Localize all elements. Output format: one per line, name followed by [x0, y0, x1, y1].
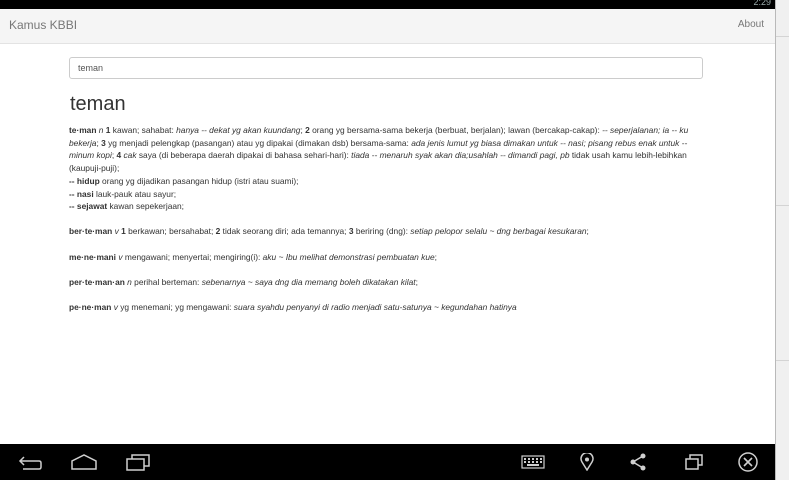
- derived-entry-menemani: me·ne·mani v mengawani; menyertai; mengiring(i): aku ~ Ibu melihat demonstrasi pembuatan kue;: [69, 251, 437, 262]
- compound-term: sejawat: [76, 201, 108, 212]
- keyboard-button[interactable]: [520, 450, 546, 474]
- sense-number: 4: [116, 150, 122, 161]
- sense-text: yg menemani; yg mengawani:: [117, 302, 234, 313]
- recent-apps-button[interactable]: [124, 450, 152, 474]
- sense-example: tiada -- menaruh syak akan dia;usahlah -- dimandi pagi, pb: [351, 150, 570, 161]
- compound-text: lauk-pauk atau sayur;: [93, 188, 177, 199]
- compound-text: orang yg dijadikan pasangan hidup (istri atau suami);: [99, 175, 299, 186]
- derived-entry-pertemanan: per·te·man·an n perihal berteman: sebenarnya ~ saya dng dia memang boleh dikatakan kilat;: [69, 276, 418, 287]
- sense-text: berkawan; bersahabat;: [125, 226, 216, 237]
- close-button[interactable]: [736, 450, 760, 474]
- navigation-bar: [0, 444, 775, 480]
- headword: te·man: [69, 125, 97, 135]
- headword: ber·te·man: [69, 226, 113, 237]
- sense-text: kawan; sahabat:: [110, 125, 177, 135]
- sense-example: -- seperjalanan; ia -- ku bekerja: [69, 125, 689, 148]
- sense-text: mengawani; menyertai; mengiring(i):: [122, 251, 263, 262]
- adjacent-window-edge: [775, 0, 789, 480]
- home-button[interactable]: [68, 450, 100, 474]
- compound-entry: [69, 200, 707, 213]
- definition-main: te·man n 1 kawan; sahabat: hanya -- dekat yg akan kuundang; 2 orang yg bersama-sama bekerja (berbuat, berjalan); lawan (bercakap-cakap): -- seperjalanan; ia -- ku bekerja; 3 yg menjadi pelengkap (pasangan) atau yg dipakai (dimakan dsb) bersama-sama: ada jenis lumut yg biasa dimakan untuk -- nasi; pisang rebus enak untuk -- minum kopi; 4 cak saya (di beberapa daerah dipakai di bahasa sehari-hari): tiada -- menaruh syak akan dia;usahlah -- dimandi pagi, pb tidak usah kamu lebih-lebihkan (kaupuji-puji);: [69, 125, 689, 174]
- keyboard-icon: [521, 455, 545, 469]
- sense-example: setiap pelopor selalu ~ dng berbagai kesukaran: [410, 226, 587, 237]
- derived-entry-berteman: ber·te·man v 1 berkawan; bersahabat; 2 tidak seorang diri; ada temannya; 3 beriring (dng): setiap pelopor selalu ~ dng berbagai kesukaran;: [69, 226, 589, 237]
- compound-entry: [69, 188, 707, 201]
- sense-example: aku ~ Ibu melihat demonstrasi pembuatan kue: [262, 251, 435, 262]
- sense-number: 3: [348, 226, 354, 237]
- sense-text: orang yg bersama-sama bekerja (berbuat, berjalan); lawan (bercakap-cakap):: [309, 125, 603, 135]
- app-bar: [0, 9, 775, 44]
- sense-text: perihal berteman:: [131, 276, 202, 287]
- sense-number: 3: [101, 137, 106, 148]
- location-icon: [580, 453, 594, 471]
- sense-example: sebenarnya ~ saya dng dia memang boleh dikatakan kilat: [201, 276, 416, 287]
- search-input[interactable]: [69, 57, 703, 79]
- sense-example: ada jenis lumut yg biasa dimakan untuk -- nasi; pisang rebus enak untuk -- minum kopi: [69, 137, 688, 161]
- content-area: [0, 44, 775, 444]
- back-icon: [15, 453, 43, 471]
- sense-number: 1: [105, 125, 111, 135]
- part-of-speech: v: [113, 302, 118, 313]
- screen-rotate-icon: [684, 453, 704, 471]
- compound-dash: --: [69, 188, 77, 199]
- location-button[interactable]: [578, 450, 596, 474]
- sense-number: 2: [215, 226, 221, 237]
- usage-label: cak: [123, 150, 137, 161]
- compound-term: nasi: [76, 188, 94, 199]
- compound-entry: [69, 175, 707, 188]
- sense-text: tidak seorang diri; ada temannya;: [220, 226, 349, 237]
- share-button[interactable]: [628, 450, 648, 474]
- headword: pe·ne·man: [69, 302, 112, 313]
- compound-dash: --: [69, 175, 77, 186]
- back-button[interactable]: [14, 450, 44, 474]
- part-of-speech: n: [98, 125, 104, 135]
- share-icon: [629, 453, 647, 471]
- sense-number: 1: [121, 226, 126, 237]
- compound-dash: --: [69, 201, 77, 212]
- sense-number: 2: [305, 125, 310, 135]
- headword: per·te·man·an: [69, 276, 125, 287]
- compound-term: hidup: [76, 175, 100, 186]
- part-of-speech: v: [118, 251, 123, 262]
- sense-example: hanya -- dekat yg akan kuundang: [176, 125, 301, 135]
- derived-entry-peneman: [69, 301, 707, 314]
- screen-rotate-button[interactable]: [683, 450, 705, 474]
- definition-body: [69, 124, 707, 314]
- entry-title: teman: [70, 93, 126, 115]
- sense-text: saya (di beberapa daerah dipakai di bahasa sehari-hari):: [136, 150, 352, 161]
- part-of-speech: v: [114, 226, 119, 237]
- sense-text: tidak usah kamu lebih-lebihkan (kaupuji-puji);: [69, 150, 687, 174]
- home-icon: [69, 453, 99, 471]
- sense-text: yg menjadi pelengkap (pasangan) atau yg dipakai (dimakan dsb) bersama-sama:: [105, 137, 412, 148]
- part-of-speech: n: [127, 276, 132, 287]
- about-link[interactable]: About: [737, 19, 764, 30]
- status-bar: [0, 0, 775, 9]
- compound-text: kawan sepekerjaan;: [107, 201, 184, 212]
- sense-example: suara syahdu penyanyi di radio menjadi satu-satunya ~ kegundahan hatinya: [233, 302, 517, 313]
- recent-apps-icon: [125, 453, 151, 471]
- close-icon: [737, 451, 759, 473]
- status-time: 2:29: [753, 0, 771, 7]
- app-title: Kamus KBBI: [9, 18, 78, 32]
- headword: me·ne·mani: [69, 251, 117, 262]
- sense-text: beriring (dng):: [353, 226, 411, 237]
